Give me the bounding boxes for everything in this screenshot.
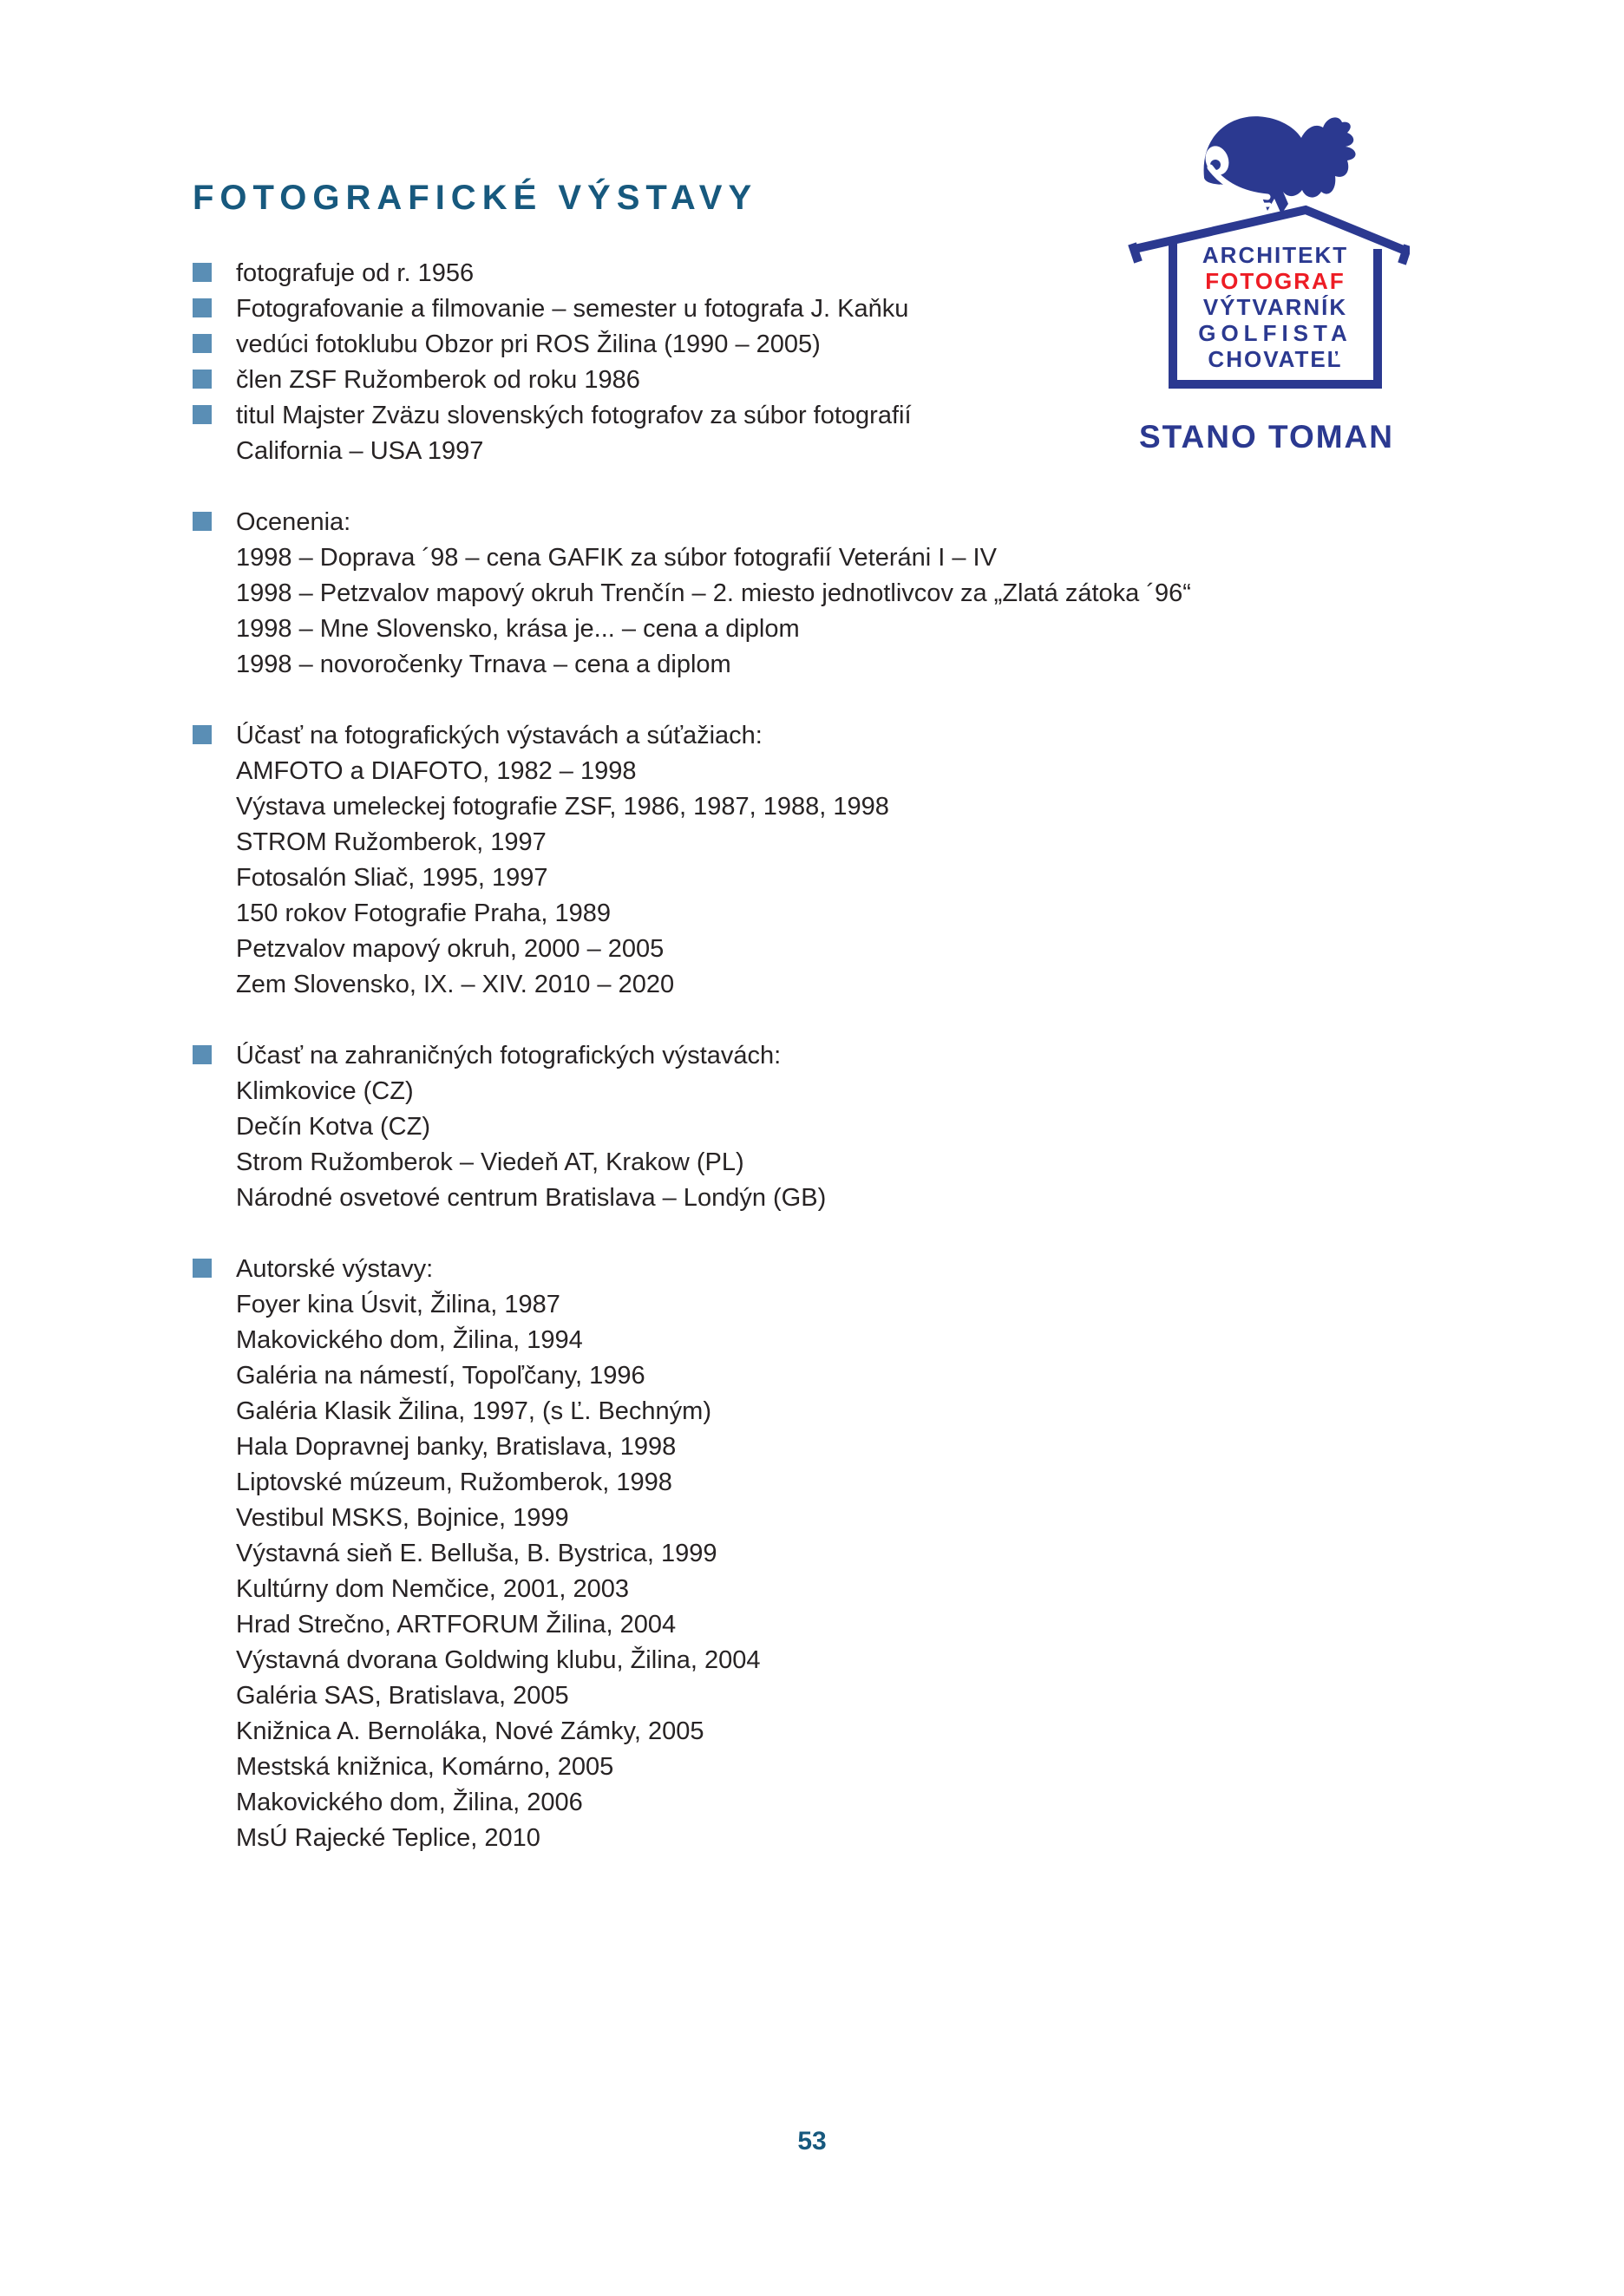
logo-role-chovateľ: CHOVATEĽ bbox=[1208, 346, 1343, 372]
list-item bbox=[193, 1394, 1494, 1429]
list-item-text: 150 rokov Fotografie Praha, 1989 bbox=[236, 899, 612, 927]
bullet-square-icon bbox=[193, 334, 212, 353]
list-item-text: Hrad Strečno, ARTFORUM Žilina, 2004 bbox=[236, 1611, 677, 1639]
bullet-column bbox=[193, 540, 236, 547]
bullet-column bbox=[193, 896, 236, 903]
list-item-text: STROM Ružomberok, 1997 bbox=[236, 828, 547, 856]
list-item-text: Kultúrny dom Nemčice, 2001, 2003 bbox=[236, 1575, 629, 1603]
bullet-column bbox=[193, 967, 236, 974]
stano-toman-logo bbox=[1123, 82, 1410, 464]
list-item-text: Fotosalón Sliač, 1995, 1997 bbox=[236, 864, 548, 892]
list-item-text: Ocenenia: bbox=[236, 508, 351, 536]
bullet-section bbox=[193, 718, 1494, 1003]
list-item-text: Národné osvetové centrum Bratislava – Londýn (GB) bbox=[236, 1184, 827, 1212]
bullet-square-icon bbox=[193, 512, 212, 531]
bullet-column bbox=[193, 860, 236, 867]
list-item-text: Knižnica A. Bernoláka, Nové Zámky, 2005 bbox=[236, 1717, 704, 1745]
bullet-column bbox=[193, 789, 236, 796]
bullet-column bbox=[193, 718, 236, 744]
bullet-column bbox=[193, 1501, 236, 1508]
logo-role-list bbox=[1173, 242, 1378, 372]
list-item bbox=[193, 1358, 1494, 1394]
list-item bbox=[193, 1429, 1494, 1465]
list-item bbox=[193, 1287, 1494, 1323]
list-item-text: Výstavná dvorana Goldwing klubu, Žilina, 2004 bbox=[236, 1646, 761, 1674]
list-item-text: MsÚ Rajecké Teplice, 2010 bbox=[236, 1824, 540, 1852]
bullet-column bbox=[193, 1536, 236, 1543]
list-item bbox=[193, 1536, 1494, 1572]
list-item bbox=[193, 1181, 1494, 1216]
list-item-text: Fotografovanie a filmovanie – semester u fotografa J. Kaňku bbox=[236, 295, 909, 323]
bullet-column bbox=[193, 1109, 236, 1116]
list-item-text: Dečín Kotva (CZ) bbox=[236, 1113, 430, 1141]
bullet-column bbox=[193, 1572, 236, 1579]
list-item bbox=[193, 1145, 1494, 1181]
bullet-column bbox=[193, 1785, 236, 1792]
logo-role-výtvarník: VÝTVARNÍK bbox=[1202, 294, 1348, 320]
list-item bbox=[193, 932, 1494, 967]
list-item bbox=[193, 789, 1494, 825]
bullet-column bbox=[193, 932, 236, 939]
list-item bbox=[193, 967, 1494, 1003]
page-title: FOTOGRAFICKÉ VÝSTAVY bbox=[193, 179, 758, 217]
bullet-column bbox=[193, 1181, 236, 1187]
bullet-column bbox=[193, 612, 236, 618]
list-item bbox=[193, 1607, 1494, 1643]
logo-name: STANO TOMAN bbox=[1138, 419, 1394, 455]
list-item bbox=[193, 1109, 1494, 1145]
list-item-text: vedúci fotoklubu Obzor pri ROS Žilina (1990 – 2005) bbox=[236, 330, 821, 358]
bullet-column bbox=[193, 291, 236, 317]
bullet-column bbox=[193, 754, 236, 761]
bullet-column bbox=[193, 1750, 236, 1756]
exhibitions-content bbox=[193, 256, 1494, 1892]
list-item-text: Výstava umeleckej fotografie ZSF, 1986, 1987, 1988, 1998 bbox=[236, 793, 889, 821]
bullet-column bbox=[193, 1074, 236, 1081]
list-item bbox=[193, 1572, 1494, 1607]
list-item bbox=[193, 1750, 1494, 1785]
bullet-column bbox=[193, 434, 236, 441]
list-item bbox=[193, 1785, 1494, 1821]
bullet-column bbox=[193, 363, 236, 389]
bullet-column bbox=[193, 576, 236, 583]
list-item bbox=[193, 505, 1494, 540]
list-item bbox=[193, 1821, 1494, 1856]
bullet-square-icon bbox=[193, 370, 212, 389]
bullet-column bbox=[193, 1252, 236, 1278]
bullet-square-icon bbox=[193, 263, 212, 282]
list-item bbox=[193, 1252, 1494, 1287]
list-item-text: Autorské výstavy: bbox=[236, 1255, 434, 1283]
list-item-text: 1998 – Mne Slovensko, krása je... – cena a diplom bbox=[236, 615, 800, 643]
bullet-square-icon bbox=[193, 725, 212, 744]
list-item bbox=[193, 1714, 1494, 1750]
list-item-text: Výstavná sieň E. Belluša, B. Bystrica, 1999 bbox=[236, 1540, 717, 1567]
bullet-column bbox=[193, 1643, 236, 1650]
page-number: 53 bbox=[797, 2127, 827, 2155]
bullet-square-icon bbox=[193, 405, 212, 424]
logo-role-golfista: GOLFISTA bbox=[1198, 320, 1352, 346]
list-item bbox=[193, 1323, 1494, 1358]
list-item-text: Mestská knižnica, Komárno, 2005 bbox=[236, 1753, 614, 1781]
list-item bbox=[193, 825, 1494, 860]
bullet-column bbox=[193, 1145, 236, 1152]
list-item-text: Hala Dopravnej banky, Bratislava, 1998 bbox=[236, 1433, 677, 1461]
bullet-column bbox=[193, 1358, 236, 1365]
list-item bbox=[193, 1465, 1494, 1501]
list-item-text: AMFOTO a DIAFOTO, 1982 – 1998 bbox=[236, 757, 637, 785]
list-item-text: Účasť na fotografických výstavách a súťažiach: bbox=[236, 722, 763, 749]
list-item-text: titul Majster Zväzu slovenských fotografov za súbor fotografií bbox=[236, 402, 912, 429]
list-item-text: Galéria na námestí, Topoľčany, 1996 bbox=[236, 1362, 645, 1390]
bullet-column bbox=[193, 1714, 236, 1721]
bullet-column bbox=[193, 825, 236, 832]
logo-role-fotograf: FOTOGRAF bbox=[1205, 268, 1346, 294]
bullet-column bbox=[193, 327, 236, 353]
bullet-section bbox=[193, 1038, 1494, 1216]
bullet-column bbox=[193, 256, 236, 282]
list-item-text: Účasť na zahraničných fotografických výstavách: bbox=[236, 1042, 782, 1070]
list-item-text: Vestibul MSKS, Bojnice, 1999 bbox=[236, 1504, 569, 1532]
list-item bbox=[193, 1501, 1494, 1536]
bullet-column bbox=[193, 398, 236, 424]
bullet-column bbox=[193, 505, 236, 531]
list-item-text: Liptovské múzeum, Ružomberok, 1998 bbox=[236, 1469, 672, 1496]
bullet-column bbox=[193, 1038, 236, 1064]
bullet-column bbox=[193, 1678, 236, 1685]
list-item bbox=[193, 540, 1494, 576]
list-item bbox=[193, 896, 1494, 932]
list-item-text: Petzvalov mapový okruh, 2000 – 2005 bbox=[236, 935, 665, 963]
list-item bbox=[193, 1074, 1494, 1109]
list-item-text: California – USA 1997 bbox=[236, 437, 484, 465]
list-item-text: Makovického dom, Žilina, 1994 bbox=[236, 1326, 583, 1354]
bullet-square-icon bbox=[193, 1259, 212, 1278]
bullet-column bbox=[193, 1465, 236, 1472]
bullet-square-icon bbox=[193, 1045, 212, 1064]
bullet-column bbox=[193, 1429, 236, 1436]
list-item-text: 1998 – Petzvalov mapový okruh Trenčín – 2. miesto jednotlivcov za „Zlatá zátoka ´96“ bbox=[236, 579, 1191, 607]
bullet-section bbox=[193, 1252, 1494, 1856]
list-item-text: 1998 – Doprava ´98 – cena GAFIK za súbor fotografií Veteráni I – IV bbox=[236, 544, 997, 572]
list-item-text: člen ZSF Ružomberok od roku 1986 bbox=[236, 366, 640, 394]
list-item bbox=[193, 576, 1494, 612]
bullet-section bbox=[193, 505, 1494, 683]
list-item-text: Zem Slovensko, IX. – XIV. 2010 – 2020 bbox=[236, 971, 675, 998]
bullet-column bbox=[193, 647, 236, 654]
list-item-text: Strom Ružomberok – Viedeň AT, Krakow (PL) bbox=[236, 1148, 744, 1176]
list-item bbox=[193, 612, 1494, 647]
bullet-column bbox=[193, 1287, 236, 1294]
logo-role-architekt: ARCHITEKT bbox=[1202, 242, 1349, 268]
list-item bbox=[193, 1038, 1494, 1074]
list-item-text: Foyer kina Úsvit, Žilina, 1987 bbox=[236, 1291, 560, 1318]
bullet-column bbox=[193, 1323, 236, 1330]
bullet-column bbox=[193, 1607, 236, 1614]
list-item bbox=[193, 860, 1494, 896]
list-item bbox=[193, 718, 1494, 754]
list-item-text: Makovického dom, Žilina, 2006 bbox=[236, 1789, 583, 1816]
bullet-column bbox=[193, 1394, 236, 1401]
list-item-text: Galéria Klasik Žilina, 1997, (s Ľ. Bechným) bbox=[236, 1397, 711, 1425]
bullet-column bbox=[193, 1821, 236, 1828]
list-item-text: 1998 – novoročenky Trnava – cena a diplom bbox=[236, 651, 731, 678]
list-item bbox=[193, 1643, 1494, 1678]
list-item-text: fotografuje od r. 1956 bbox=[236, 259, 475, 287]
list-item-text: Klimkovice (CZ) bbox=[236, 1077, 414, 1105]
list-item bbox=[193, 1678, 1494, 1714]
list-item-text: Galéria SAS, Bratislava, 2005 bbox=[236, 1682, 569, 1710]
list-item bbox=[193, 647, 1494, 683]
bullet-square-icon bbox=[193, 298, 212, 317]
list-item bbox=[193, 754, 1494, 789]
